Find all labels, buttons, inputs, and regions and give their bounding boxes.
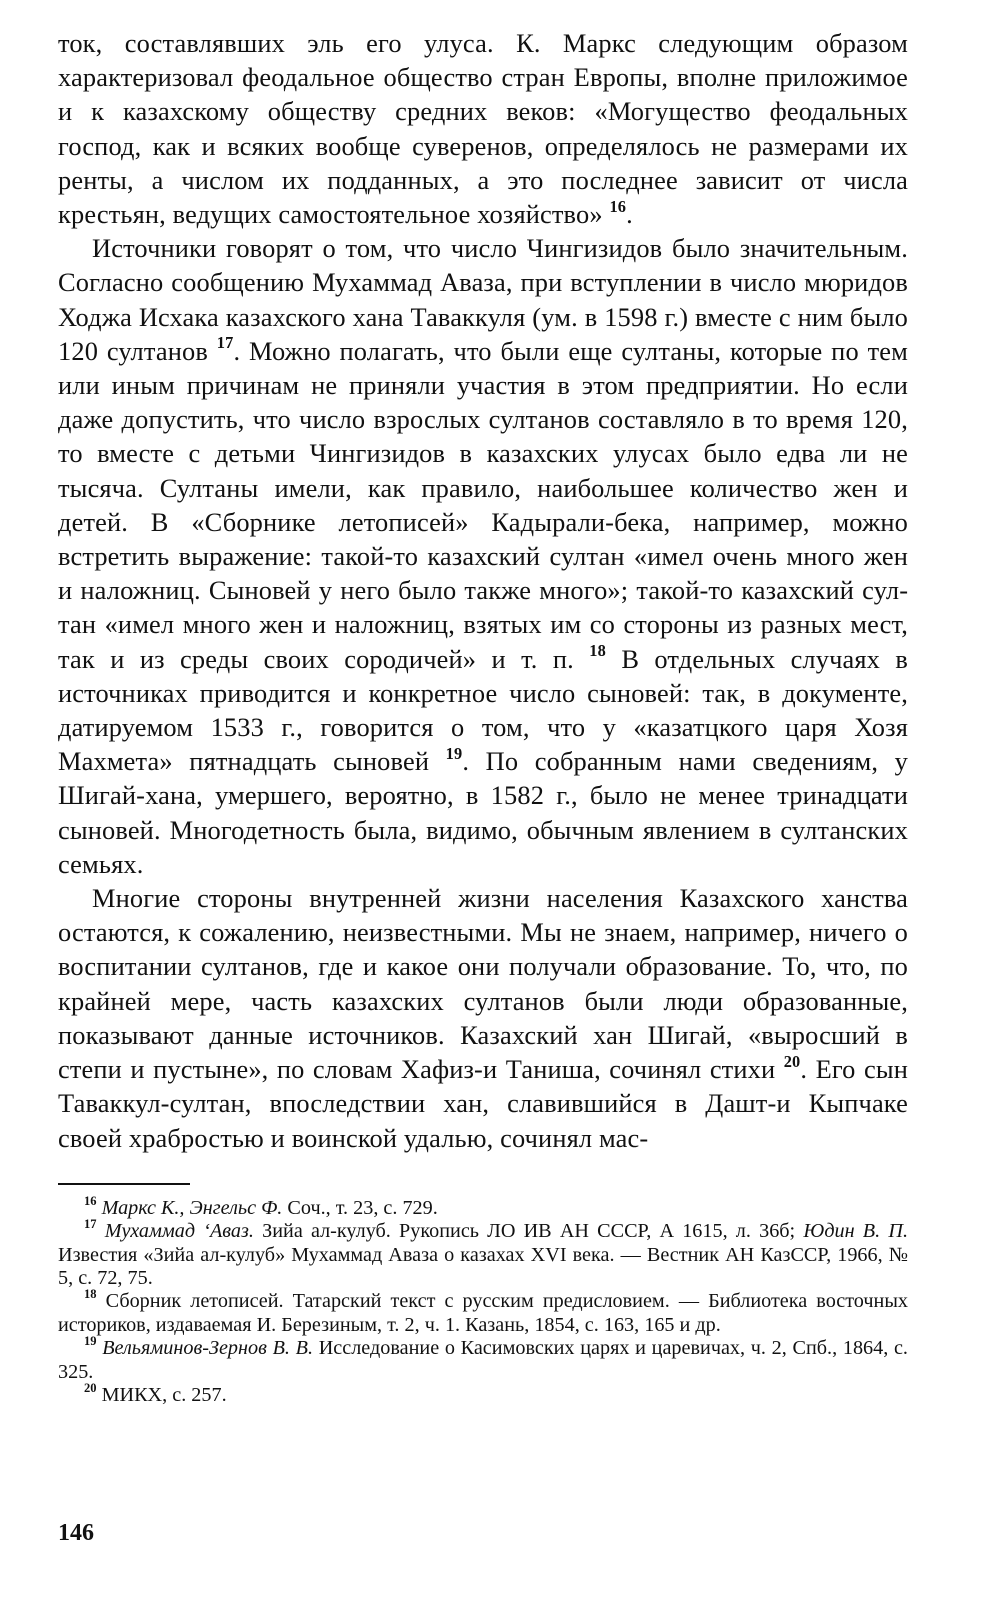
- body-text: [58, 26, 908, 1155]
- paragraph: [58, 881, 908, 1155]
- text-run: [97, 1220, 105, 1242]
- text-run: . Его сын Таваккул-султан, впоследствии хан, славившийся в Дашт-и Кыпчаке своей храбростью и воинской удалью, сочинял мас-: [58, 1054, 908, 1153]
- footnote-ref: 16: [609, 196, 627, 216]
- footnote: [58, 1380, 908, 1407]
- footnote: [58, 1193, 908, 1220]
- author-name: Мухаммад ‘Аваз.: [104, 1220, 254, 1243]
- text-run: ток, составлявших эль его улуса. К. Маркс следующим образом характеризовал феодальное общество стран Европы, вполне приложимое и к казахскому обществу средних веков: «Могущество феодальных господ, как и всяких вообще суверенов, определялось не размерами их ренты, а числом их подданных, а это последнее зависит от числа крестьян, ведущих самостоятельное хозяйство»: [58, 28, 908, 230]
- footnote: [58, 1287, 908, 1337]
- footnote-ref: 19: [84, 1334, 97, 1349]
- text-run: МИКХ, с. 257.: [96, 1383, 227, 1406]
- footnote-divider: [58, 1183, 190, 1185]
- paragraph: [58, 26, 908, 231]
- text-run: Исследование о Касимовских царях и царевичах, ч. 2, Спб., 1864, с. 325.: [58, 1337, 908, 1383]
- footnote-ref: 19: [445, 743, 463, 763]
- text-run: Сборник летописей. Татарский текст с русским предисловием. — Библиотека восточных историков, издаваемая И. Березиным, т. 2, ч. 1. Казань, 1854, с. 163, 165 и др.: [58, 1290, 908, 1336]
- footnote-ref: 18: [589, 641, 606, 661]
- footnote-ref: 17: [84, 1217, 97, 1232]
- footnote-ref: 18: [84, 1287, 97, 1302]
- author-name: Маркс К., Энгельс Ф.: [101, 1196, 283, 1219]
- footnote-ref: 16: [84, 1193, 97, 1208]
- footnote-ref: 20: [84, 1380, 97, 1395]
- text-run: . Можно полагать, что были еще султаны, которые по тем или иным причинам не приняли участия в этом предприятии. Но если даже допустить, что число взрослых султанов составляло в то время 120, то вместе с детьми Чингизидов в казахских улусах было едва ли не тысяча. Султаны имели, как правило, наибольшее количество жен и детей. В «Сборнике летописей» Кадырали-бека, например, можно встретить выражение: такой-то казахский султан «имел очень много жен и наложниц. Сыновей у него было также много»; такой-то казахский султан «имел много жен и наложниц, взятых им со стороны из разных мест, так и из среды своих сородичей» и т. п.: [58, 335, 909, 674]
- text-run: . По собранным нами сведениям, у Шигай-хана, умершего, вероятно, в 1582 г., было не менее тринадцати сыновей. Многодетность была, видимо, обычным явлением в султанских семьях.: [58, 746, 908, 879]
- footnote: [58, 1334, 908, 1384]
- text-run: Соч., т. 23, с. 729.: [282, 1196, 438, 1219]
- footnote: [58, 1217, 908, 1290]
- text-run: В отдельных случаях в источниках приводится и конкретное число сыновей: так, в документе, датируемом 1533 г., говорится о том, что у «казатцкого царя Хозя Махмета» пятнадцать сыновей: [58, 643, 908, 777]
- text-run: Зийа ал-кулуб. Рукопись ЛО ИВ АН СССР, А 1615, л. 36б;: [253, 1220, 804, 1243]
- page-number: 146: [58, 1520, 94, 1546]
- text-run: Многие стороны внутренней жизни населения Казахского ханства остаются, к сожалению, неизвестными. Мы не знаем, например, ничего о воспитании султанов, где и какое они получали образование. То, что, по крайней мере, часть казахских султанов были люди образованные, показывают данные источников. Казахский хан Шигай, «выросший в степи и пустыне», по словам Хафиз-и Таниша, сочинял стихи: [58, 883, 908, 1085]
- author-name: Вельяминов-Зернов В. В.: [102, 1337, 314, 1360]
- footnote-ref: 17: [216, 333, 234, 353]
- paragraph: [58, 231, 908, 881]
- document-page: [58, 26, 908, 1407]
- footnote-ref: 20: [783, 1051, 801, 1071]
- author-name: Юдин В. П.: [803, 1220, 908, 1243]
- text-run: .: [626, 199, 633, 230]
- text-run: Источники говорят о том, что число Чингизидов было значительным. Согласно сообщению Мухаммад Аваза, при вступлении в число мюридов Ходжа Исхака казахского хана Таваккуля (ум. в 1598 г.) вместе с ним было 120 султанов: [58, 233, 908, 366]
- footnotes: [58, 1193, 908, 1408]
- text-run: Известия «Зийа ал-кулуб» Мухаммад Аваза о казахах XVI века. — Вестник АН КазССР, 1966, № 5, с. 72, 75.: [58, 1243, 908, 1289]
